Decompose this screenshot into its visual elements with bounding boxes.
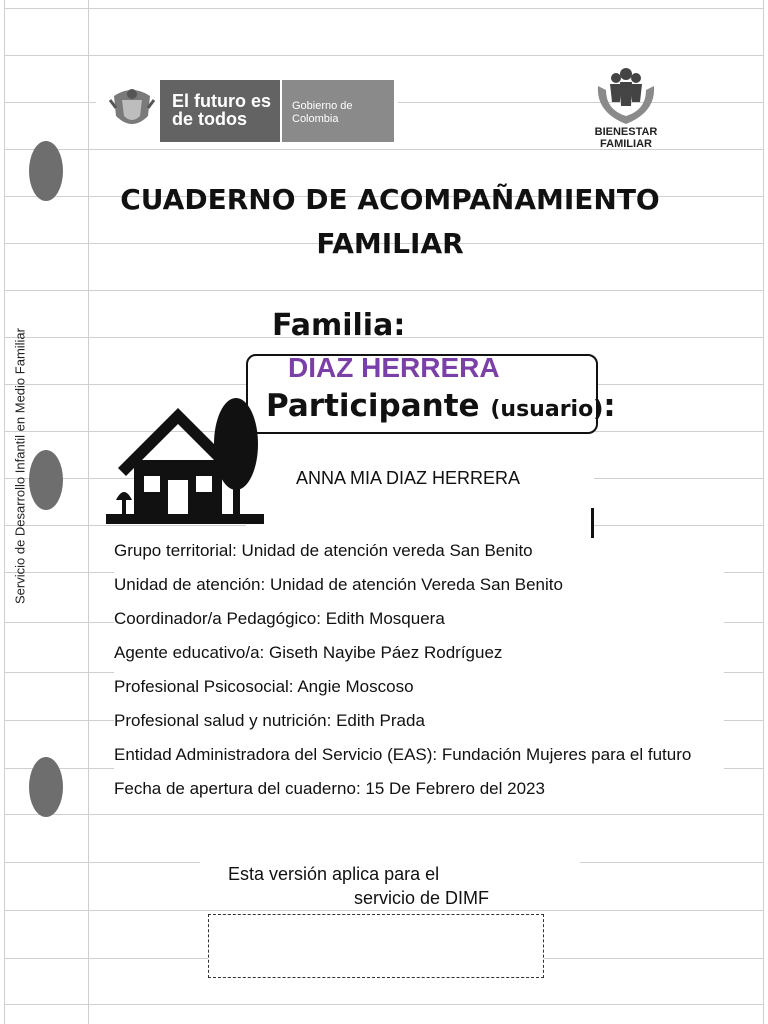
version-line-1: Esta versión aplica para el xyxy=(228,864,440,884)
info-agente-educativo: Agente educativo/a: Giseth Nayibe Páez Rodríguez xyxy=(114,643,503,662)
gov-name: Gobierno de Colombia xyxy=(292,100,353,125)
info-fecha-apertura: Fecha de apertura del cuaderno: 15 De Febrero del 2023 xyxy=(114,779,545,798)
info-entidad-administradora: Entidad Administradora del Servicio (EAS): Fundación Mujeres para el futuro xyxy=(114,745,692,764)
side-service-label: Servicio de Desarrollo Infantil en Medio Familiar xyxy=(12,327,28,605)
coat-of-arms-icon xyxy=(108,86,156,136)
slogan-block xyxy=(160,80,280,142)
ruled-line xyxy=(4,1004,764,1005)
participante-sublabel: (usuario) xyxy=(490,397,604,422)
info-section xyxy=(114,540,724,812)
binder-hole xyxy=(29,141,63,201)
house-icon xyxy=(104,396,266,528)
bienestar-familiar-logo xyxy=(588,68,668,154)
familia-label: Familia: xyxy=(272,308,406,343)
ruled-line xyxy=(4,910,764,911)
page-right-edge xyxy=(763,0,764,1024)
participante-colon: : xyxy=(603,388,616,424)
binder-hole xyxy=(29,757,63,817)
ruled-line xyxy=(4,814,764,815)
info-unidad-atencion: Unidad de atención: Unidad de atención Vereda San Benito xyxy=(114,575,563,594)
info-profesional-salud: Profesional salud y nutrición: Edith Prada xyxy=(114,711,425,730)
version-line-2: servicio de DIMF xyxy=(354,888,490,908)
government-block xyxy=(282,80,394,142)
info-coordinador: Coordinador/a Pedagógico: Edith Mosquera xyxy=(114,609,445,628)
participant-name-box xyxy=(246,446,594,538)
ruled-line xyxy=(4,8,764,9)
family-hands-icon xyxy=(588,68,664,126)
participant-name: ANNA MIA DIAZ HERRERA xyxy=(296,468,521,488)
family-name: DIAZ HERRERA xyxy=(288,352,500,383)
participante-heading xyxy=(266,388,616,424)
gov-slogan: El futuro es de todos xyxy=(172,91,272,129)
box-edge xyxy=(591,508,594,538)
ruled-line xyxy=(4,290,764,291)
info-grupo-territorial: Grupo territorial: Unidad de atención vereda San Benito xyxy=(114,541,533,560)
government-logo xyxy=(96,76,398,146)
info-profesional-psicosocial: Profesional Psicosocial: Angie Moscoso xyxy=(114,677,414,696)
document-title: CUADERNO DE ACOMPAÑAMIENTO FAMILIAR xyxy=(120,183,660,260)
ruled-line xyxy=(4,55,764,56)
binder-hole xyxy=(29,450,63,510)
page-left-edge xyxy=(4,0,5,1024)
bf-text: BIENESTAR FAMILIAR xyxy=(594,126,658,150)
empty-dashed-box xyxy=(208,914,544,978)
participante-label: Participante xyxy=(266,388,480,424)
margin-line xyxy=(88,0,89,1024)
version-note xyxy=(200,862,580,910)
